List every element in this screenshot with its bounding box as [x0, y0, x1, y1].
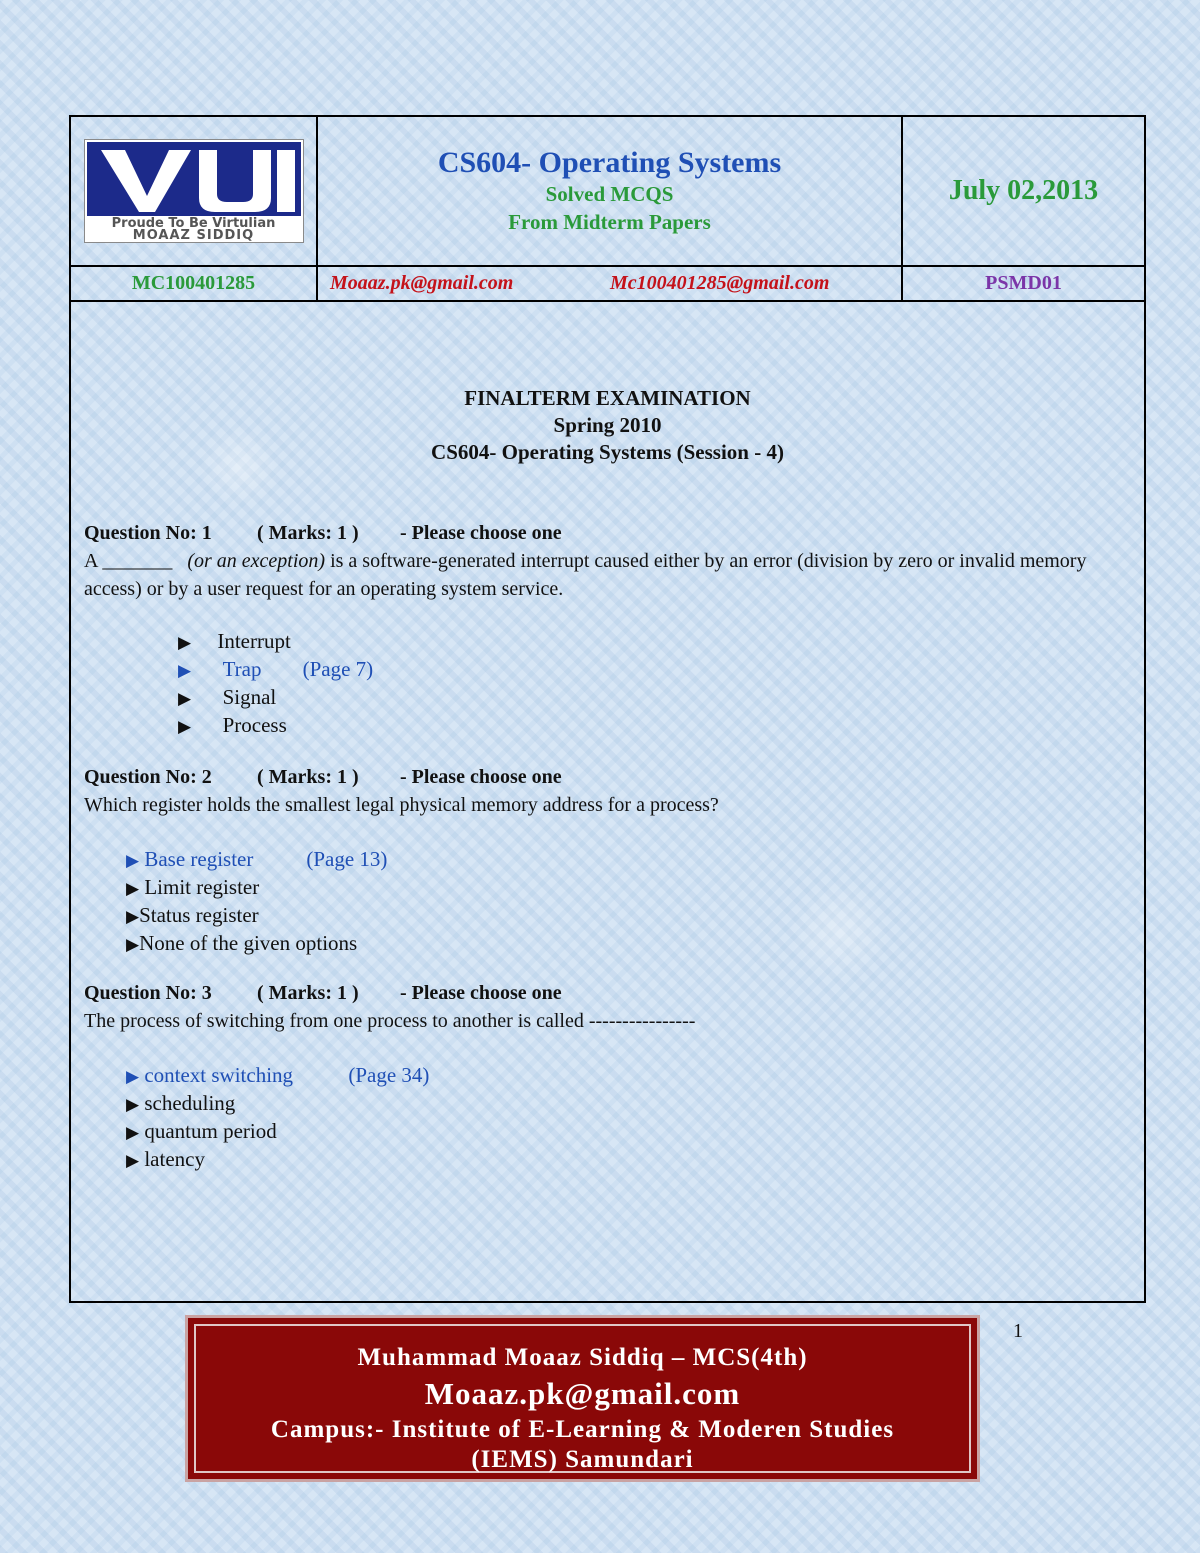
student-id: MC100401285	[71, 266, 317, 301]
document-subtitle-1: Solved MCQS	[545, 182, 674, 206]
logo-author: MOAAZ SIDDIQ	[132, 228, 255, 243]
question-instruction: - Please choose one	[400, 766, 562, 788]
banner-email[interactable]: Moaaz.pk@gmail.com	[424, 1376, 741, 1411]
arrow-bullet-icon: ▶	[178, 717, 192, 736]
question-marks: ( Marks: 1 )	[257, 522, 359, 544]
question-instruction: - Please choose one	[400, 982, 562, 1004]
question-label: Question No: 3	[84, 982, 212, 1004]
option[interactable]	[126, 1090, 429, 1118]
option-label: quantum period	[144, 1119, 277, 1143]
question-header	[84, 519, 1134, 547]
option-label: context switching	[144, 1063, 294, 1087]
question-text: The process of switching from one process to another is called ----------------	[84, 1010, 696, 1032]
arrow-bullet-icon: ▶	[126, 851, 140, 870]
question-text	[84, 547, 1134, 603]
vu-logo	[84, 139, 304, 243]
question-header	[84, 979, 1134, 1007]
exam-heading	[71, 385, 1144, 466]
document-subtitle-2: From Midterm Papers	[508, 210, 711, 234]
document-date: July 02,2013	[948, 175, 1099, 206]
question-label: Question No: 1	[84, 522, 212, 544]
question-2	[84, 763, 1134, 819]
option[interactable]	[178, 684, 373, 712]
option[interactable]	[178, 712, 373, 740]
question-3	[84, 979, 1134, 1035]
option[interactable]	[178, 628, 373, 656]
question-1	[84, 519, 1134, 603]
option[interactable]	[126, 1118, 429, 1146]
option-label: scheduling	[144, 1091, 236, 1115]
email-cell	[317, 266, 902, 301]
exam-title: FINALTERM EXAMINATION	[464, 386, 751, 410]
page-reference: (Page 13)	[306, 847, 388, 871]
arrow-bullet-icon: ▶	[126, 1067, 140, 1086]
option[interactable]	[126, 930, 387, 958]
page-reference: (Page 7)	[302, 657, 374, 681]
vu-logo-mark	[87, 142, 301, 216]
option-label: Status register	[139, 903, 259, 927]
question-marks: ( Marks: 1 )	[257, 766, 359, 788]
email-link-2[interactable]: Mc100401285@gmail.com	[610, 272, 830, 294]
question-header	[84, 763, 1134, 791]
date-cell	[902, 117, 1144, 266]
banner-author: Muhammad Moaaz Siddiq – MCS(4th)	[357, 1344, 808, 1371]
option-label: Limit register	[144, 875, 260, 899]
options-q1	[178, 628, 373, 740]
header-table	[71, 117, 1144, 302]
page-reference: (Page 34)	[348, 1063, 430, 1087]
option-label: Trap	[222, 657, 262, 681]
option[interactable]	[126, 874, 387, 902]
arrow-bullet-icon: ▶	[126, 879, 140, 898]
option[interactable]	[126, 1146, 429, 1174]
options-q2	[126, 846, 387, 958]
question-marks: ( Marks: 1 )	[257, 982, 359, 1004]
option-label: Signal	[222, 685, 277, 709]
question-instruction: - Please choose one	[400, 522, 562, 544]
option-label: Process	[222, 713, 287, 737]
option-label: Base register	[144, 847, 254, 871]
arrow-bullet-icon: ▶	[178, 689, 192, 708]
logo-tagline: Proude To Be Virtulian	[111, 216, 276, 231]
arrow-bullet-icon: ▶	[126, 935, 140, 954]
question-text-italic: (or an exception)	[187, 550, 326, 572]
question-text-blank: A _______	[84, 550, 173, 572]
page-frame	[69, 115, 1146, 1303]
option-correct[interactable]	[126, 1062, 429, 1090]
option[interactable]	[126, 902, 387, 930]
document-code: PSMD01	[902, 266, 1144, 301]
option-correct[interactable]	[178, 656, 373, 684]
exam-term: Spring 2010	[553, 413, 662, 437]
arrow-bullet-icon: ▶	[178, 633, 192, 652]
exam-course: CS604- Operating Systems (Session - 4)	[431, 440, 784, 464]
document-title: CS604- Operating Systems	[437, 146, 782, 179]
arrow-bullet-icon: ▶	[126, 907, 140, 926]
email-link-1[interactable]: Moaaz.pk@gmail.com	[330, 272, 514, 294]
question-label: Question No: 2	[84, 766, 212, 788]
page-number: 1	[1013, 1320, 1023, 1342]
arrow-bullet-icon: ▶	[126, 1151, 140, 1170]
arrow-bullet-icon: ▶	[126, 1095, 140, 1114]
option-label: None of the given options	[139, 931, 358, 955]
logo-cell	[71, 117, 317, 266]
options-q3	[126, 1062, 429, 1174]
banner-location: (IEMS) Samundari	[471, 1446, 694, 1473]
footer-banner	[185, 1315, 980, 1482]
arrow-bullet-icon: ▶	[126, 1123, 140, 1142]
option-label: latency	[144, 1147, 205, 1171]
option-correct[interactable]	[126, 846, 387, 874]
banner-campus: Campus:- Institute of E-Learning & Moderen Studies	[270, 1416, 895, 1443]
title-cell	[317, 117, 902, 266]
question-text-rest: is a software-generated interrupt caused either by an error (division by zero or invalid memory access) or by a user request for an operating system service.	[84, 550, 1087, 600]
option-label: Interrupt	[217, 629, 291, 653]
footer-banner-inner	[194, 1324, 971, 1473]
arrow-bullet-icon: ▶	[178, 661, 192, 680]
question-text: Which register holds the smallest legal physical memory address for a process?	[84, 794, 719, 816]
